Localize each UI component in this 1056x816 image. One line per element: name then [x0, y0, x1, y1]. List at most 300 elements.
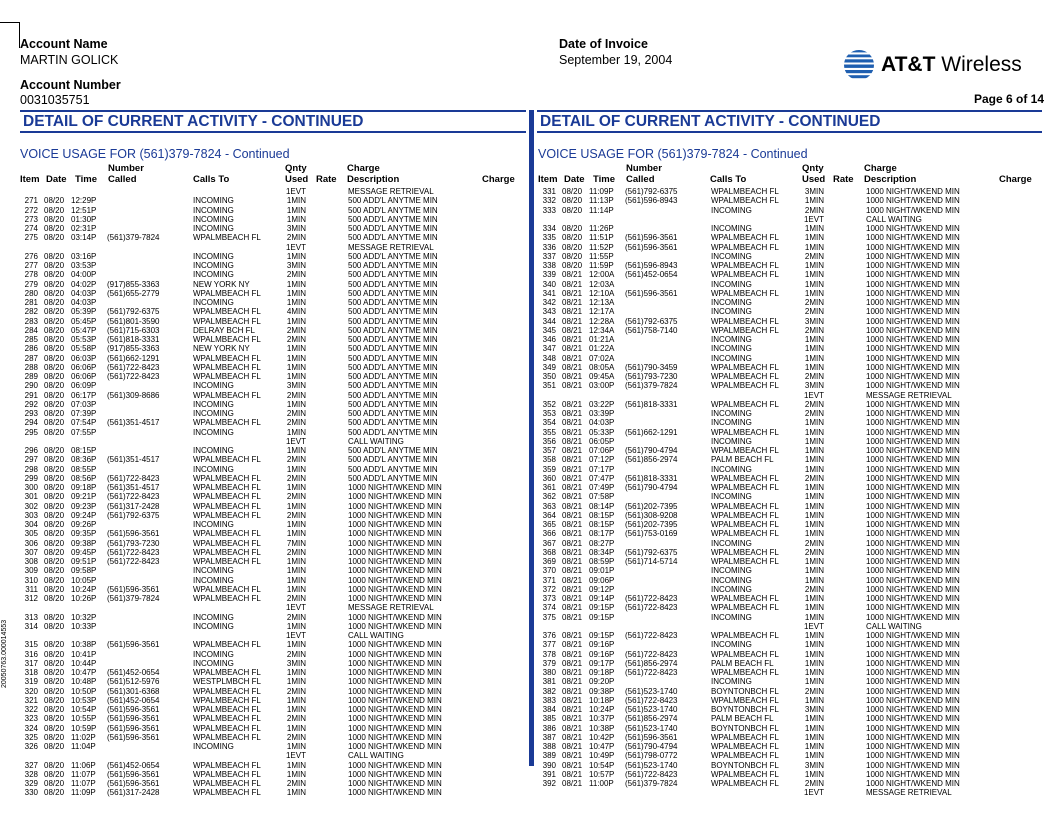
cell-used: 3MIN — [804, 187, 824, 196]
cell-description: 1000 NIGHT/WKEND MIN — [348, 732, 442, 742]
cell-date: 08/21 — [562, 409, 583, 418]
cell-item: 358 — [542, 455, 556, 465]
table-row — [538, 733, 1043, 742]
table-row — [20, 335, 526, 344]
cell-time: 11:55P — [589, 251, 614, 261]
cell-used: 2MIN — [804, 409, 824, 418]
cell-used: 2MIN — [286, 233, 306, 243]
cell-description: 1000 NIGHT/WKEND MIN — [866, 362, 960, 372]
globe-icon — [843, 49, 875, 81]
cell-calls-to: INCOMING — [193, 214, 234, 224]
cell-date: 08/21 — [562, 446, 583, 455]
cell-number: (561)714-5714 — [625, 557, 678, 566]
cell-calls-to: WPALMBEACH FL — [193, 362, 261, 372]
cell-date: 08/21 — [562, 631, 583, 640]
cell-time: 06:03P — [71, 353, 97, 363]
cell-item: 365 — [542, 520, 556, 529]
cell-description: 1000 NIGHT/WKEND MIN — [866, 187, 960, 196]
cell-time: 08:34P — [589, 547, 615, 557]
cell-number: (561)596-3561 — [107, 529, 160, 539]
cell-used: 1MIN — [804, 418, 824, 428]
cell-number: (561)792-6375 — [107, 307, 160, 317]
cell-used: 2MIN — [286, 473, 306, 483]
cell-date: 08/21 — [562, 529, 583, 539]
cell-used: 2MIN — [804, 473, 824, 483]
cell-number: (561)856-2974 — [625, 658, 678, 668]
cell-number: (561)452-0654 — [107, 668, 160, 677]
cell-calls-to: INCOMING — [193, 649, 234, 659]
cell-time: 08:36P — [71, 455, 97, 465]
cell-used: 1MIN — [286, 621, 306, 631]
cell-number: (561)351-4517 — [107, 455, 160, 465]
cell-item: 325 — [24, 732, 38, 742]
cell-time: 10:05P — [71, 575, 97, 585]
table-row — [20, 307, 526, 316]
cell-used: 1MIN — [804, 603, 824, 613]
cell-description: 1000 NIGHT/WKEND MIN — [348, 510, 442, 520]
cell-number: (561)596-3561 — [107, 705, 160, 714]
cell-date: 08/21 — [562, 612, 583, 622]
table-row — [20, 557, 526, 566]
cell-number: (561)801-3590 — [107, 316, 160, 326]
table-row — [20, 317, 526, 326]
account-number: 0031035751 — [20, 93, 90, 107]
cell-calls-to: WPALMBEACH FL — [193, 510, 261, 520]
cell-description: 500 ADD'L ANYTME MIN — [348, 316, 438, 326]
cell-item: 276 — [24, 251, 38, 261]
cell-number: (561)722-8423 — [107, 362, 160, 372]
section-title-left: DETAIL OF CURRENT ACTIVITY - CONTINUED — [20, 110, 526, 133]
table-row — [538, 594, 1043, 603]
cell-used: 1MIN — [286, 529, 306, 539]
cell-description: 1000 NIGHT/WKEND MIN — [866, 547, 960, 557]
cell-used: 3MIN — [804, 705, 824, 714]
cell-time: 10:47P — [71, 668, 97, 677]
cell-used: 1MIN — [804, 288, 824, 298]
cell-item: 338 — [542, 261, 556, 270]
cell-description: 500 ADD'L ANYTME MIN — [348, 409, 438, 418]
table-row — [538, 270, 1043, 279]
cell-item: 344 — [542, 316, 556, 326]
table-row — [20, 354, 526, 363]
cell-used: 1MIN — [804, 566, 824, 576]
cell-item: 362 — [542, 492, 556, 502]
cell-calls-to: INCOMING — [193, 251, 234, 261]
cell-used: 2MIN — [286, 547, 306, 557]
cell-item: 391 — [542, 769, 556, 779]
cell-item: 311 — [25, 584, 38, 594]
table-row — [538, 779, 1043, 788]
table-row — [538, 418, 1043, 427]
cell-item: 375 — [542, 612, 556, 622]
table-row — [20, 418, 526, 427]
table-row — [538, 326, 1043, 335]
cell-item: 376 — [542, 631, 556, 640]
table-row — [538, 307, 1043, 316]
cell-used: 2MIN — [804, 372, 824, 381]
cell-number: (561)722-8423 — [625, 631, 678, 640]
cell-calls-to: WPALMBEACH FL — [193, 557, 261, 566]
cell-description: 1000 NIGHT/WKEND MIN — [348, 547, 442, 557]
cell-used: 1MIN — [804, 557, 824, 566]
cell-calls-to: BOYNTONBCH FL — [711, 705, 779, 714]
table-row — [20, 631, 526, 640]
cell-item: 384 — [542, 705, 556, 714]
cell-time: 09:35P — [71, 529, 97, 539]
cell-used: 1EVT — [803, 214, 824, 224]
cell-time: 09:16P — [589, 640, 615, 650]
cell-time: 09:38P — [71, 538, 97, 548]
cell-calls-to: WPALMBEACH FL — [711, 510, 779, 520]
account-number-label: Account Number — [20, 78, 121, 92]
cell-calls-to: WPALMBEACH FL — [711, 233, 779, 243]
cell-time: 09:06P — [589, 575, 615, 585]
cell-time: 09:21P — [71, 492, 97, 502]
cell-time: 09:15P — [589, 603, 615, 613]
table-row — [20, 233, 526, 242]
cell-time: 09:16P — [589, 649, 615, 659]
table-row — [538, 317, 1043, 326]
cell-used: 1MIN — [286, 279, 306, 289]
invoice-date: September 19, 2004 — [559, 53, 673, 67]
table-row — [538, 252, 1043, 261]
table-row — [538, 705, 1043, 714]
cell-used: 3MIN — [286, 381, 306, 391]
cell-time: 08:15P — [589, 520, 615, 529]
cell-used: 1MIN — [804, 575, 824, 585]
cell-time: 07:03P — [71, 399, 97, 409]
cell-date: 08/20 — [44, 344, 65, 354]
cell-time: 11:09P — [589, 187, 614, 196]
cell-calls-to: WPALMBEACH FL — [193, 390, 261, 400]
cell-calls-to: INCOMING — [193, 658, 234, 668]
cell-used: 1MIN — [804, 464, 824, 474]
left-column — [20, 163, 526, 798]
cell-used: 1MIN — [286, 668, 306, 677]
cell-item: 297 — [24, 455, 38, 465]
cell-used: 2MIN — [286, 510, 306, 520]
cell-used: 1MIN — [286, 760, 306, 770]
cell-time: 04:03P — [589, 418, 615, 428]
cell-number: (561)596-3561 — [107, 732, 160, 742]
cell-number: (917)855-3363 — [107, 344, 160, 354]
cell-date: 08/20 — [44, 621, 65, 631]
cell-description: 1000 NIGHT/WKEND MIN — [866, 612, 960, 622]
cell-date: 08/21 — [562, 538, 583, 548]
cell-used: 1MIN — [286, 464, 306, 474]
cell-number: (561)790-4794 — [625, 742, 678, 751]
cell-date: 08/20 — [562, 196, 583, 206]
cell-number: (561)790-4794 — [625, 446, 678, 455]
table-row — [538, 724, 1043, 733]
cell-number: (561)856-2974 — [625, 455, 678, 465]
cell-description: 1000 NIGHT/WKEND MIN — [866, 409, 960, 418]
cell-used: 1MIN — [286, 501, 306, 511]
cell-used: 1EVT — [285, 751, 306, 761]
cell-used: 2MIN — [804, 547, 824, 557]
cell-used: 1EVT — [285, 603, 306, 613]
cell-used: 1MIN — [286, 575, 306, 585]
cell-item: 349 — [542, 362, 556, 372]
table-row — [20, 733, 526, 742]
cell-calls-to: INCOMING — [193, 621, 234, 631]
table-row — [538, 465, 1043, 474]
cell-used: 1MIN — [804, 483, 824, 492]
cell-time: 05:58P — [71, 344, 97, 354]
cell-used: 2MIN — [286, 390, 306, 400]
cell-used: 7MIN — [286, 538, 306, 548]
cell-calls-to: WPALMBEACH FL — [711, 187, 779, 196]
cell-date: 08/20 — [44, 372, 65, 381]
table-row — [20, 502, 526, 511]
cell-description: 1000 NIGHT/WKEND MIN — [348, 668, 442, 677]
cell-calls-to: PALM BEACH FL — [711, 455, 774, 465]
cell-date: 08/21 — [562, 510, 583, 520]
cell-used: 1MIN — [286, 446, 306, 455]
cell-number: (561)596-8943 — [625, 196, 678, 206]
cell-item: 370 — [542, 566, 556, 576]
header-description: Description — [347, 174, 400, 185]
cell-date: 08/20 — [44, 594, 65, 603]
cell-date: 08/20 — [562, 261, 583, 270]
cell-description: 1000 NIGHT/WKEND MIN — [348, 520, 442, 529]
cell-time: 11:26P — [589, 224, 614, 233]
cell-date: 08/21 — [562, 399, 583, 409]
cell-date: 08/21 — [562, 464, 583, 474]
cell-calls-to: WPALMBEACH FL — [193, 372, 261, 381]
cell-calls-to: WPALMBEACH FL — [711, 631, 779, 640]
cell-date: 08/20 — [44, 251, 65, 261]
cell-used: 1MIN — [804, 677, 824, 687]
cell-used: 4MIN — [286, 307, 306, 317]
cell-item: 298 — [24, 464, 38, 474]
cell-used: 1MIN — [804, 529, 824, 539]
cell-date: 08/20 — [44, 270, 65, 280]
table-row — [20, 659, 526, 668]
cell-time: 11:13P — [589, 196, 614, 206]
cell-item: 363 — [542, 501, 556, 511]
cell-calls-to: INCOMING — [193, 575, 234, 585]
cell-description: 1000 NIGHT/WKEND MIN — [348, 760, 442, 770]
cell-date: 08/20 — [44, 279, 65, 289]
cell-used: 1MIN — [804, 344, 824, 354]
cell-time: 05:53P — [71, 335, 97, 344]
cell-item: 369 — [542, 557, 556, 566]
cell-time: 10:37P — [589, 714, 615, 724]
cell-calls-to: WPALMBEACH FL — [193, 547, 261, 557]
table-row — [538, 566, 1043, 575]
cell-calls-to: WPALMBEACH FL — [193, 788, 261, 798]
cell-time: 10:18P — [589, 695, 615, 705]
cell-time: 09:26P — [71, 520, 97, 529]
cell-time: 11:07P — [71, 769, 96, 779]
cell-time: 10:24P — [589, 705, 615, 714]
cell-time: 03:00P — [589, 381, 615, 391]
column-header — [20, 163, 526, 187]
right-rows — [538, 187, 1043, 798]
cell-date: 08/20 — [44, 224, 65, 233]
cell-used: 1MIN — [804, 631, 824, 640]
cell-description: 1000 NIGHT/WKEND MIN — [866, 594, 960, 603]
cell-used: 1MIN — [804, 279, 824, 289]
table-row — [20, 742, 526, 751]
cell-calls-to: WPALMBEACH FL — [711, 270, 779, 280]
cell-date: 08/20 — [44, 723, 65, 733]
cell-number: (561)452-0654 — [107, 695, 160, 705]
cell-description: 1000 NIGHT/WKEND MIN — [348, 538, 442, 548]
cell-date: 08/20 — [44, 668, 65, 677]
header-item: Item — [20, 174, 40, 185]
cell-description: 500 ADD'L ANYTME MIN — [348, 325, 438, 335]
cell-item: 324 — [24, 723, 38, 733]
cell-time: 08:17P — [589, 529, 615, 539]
cell-description: 1000 NIGHT/WKEND MIN — [866, 325, 960, 335]
cell-calls-to: WPALMBEACH FL — [711, 362, 779, 372]
cell-item: 329 — [24, 779, 38, 788]
table-row — [538, 483, 1043, 492]
cell-item: 287 — [24, 353, 38, 363]
cell-date: 08/21 — [562, 732, 583, 742]
table-row — [20, 677, 526, 686]
cell-date: 08/21 — [562, 335, 583, 344]
cell-description: 1000 NIGHT/WKEND MIN — [866, 510, 960, 520]
cell-number: (561)722-8423 — [107, 372, 160, 381]
cell-calls-to: INCOMING — [711, 298, 752, 307]
header-calls-to: Calls To — [710, 174, 747, 185]
cell-time: 11:02P — [71, 732, 96, 742]
table-row — [538, 437, 1043, 446]
table-row — [20, 603, 526, 612]
cell-item: 281 — [24, 298, 38, 307]
cell-calls-to: WPALMBEACH FL — [711, 603, 779, 613]
cell-description: 1000 NIGHT/WKEND MIN — [866, 261, 960, 270]
cell-used: 1MIN — [804, 742, 824, 751]
cell-used: 2MIN — [286, 455, 306, 465]
cell-item: 345 — [542, 325, 556, 335]
cell-item: 353 — [542, 409, 556, 418]
cell-used: 1MIN — [286, 640, 306, 650]
cell-date: 08/20 — [44, 196, 65, 206]
cell-description: 500 ADD'L ANYTME MIN — [348, 335, 438, 344]
cell-description: 1000 NIGHT/WKEND MIN — [348, 677, 442, 687]
cell-description: 1000 NIGHT/WKEND MIN — [866, 242, 960, 252]
cell-item: 382 — [542, 686, 556, 696]
table-row — [538, 354, 1043, 363]
cell-calls-to: BOYNTONBCH FL — [711, 723, 779, 733]
cell-description: 1000 NIGHT/WKEND MIN — [866, 233, 960, 243]
cell-description: 1000 NIGHT/WKEND MIN — [348, 705, 442, 714]
cell-time: 10:38P — [71, 640, 97, 650]
cell-used: 1EVT — [803, 788, 824, 798]
table-row — [538, 363, 1043, 372]
table-row — [538, 650, 1043, 659]
cell-date: 08/21 — [562, 584, 583, 594]
cell-item: 288 — [24, 362, 38, 372]
cell-item: 292 — [24, 399, 38, 409]
cell-item: 321 — [24, 695, 38, 705]
cell-used: 1MIN — [286, 372, 306, 381]
att-wireless-logo — [843, 49, 1022, 83]
cell-item: 280 — [24, 288, 38, 298]
cell-item: 374 — [542, 603, 556, 613]
cell-item: 347 — [542, 344, 556, 354]
header-charge: Charge — [347, 163, 380, 174]
cell-date: 08/20 — [44, 464, 65, 474]
cell-time: 09:12P — [589, 584, 615, 594]
cell-description: MESSAGE RETRIEVAL — [866, 390, 952, 400]
cell-description: 1000 NIGHT/WKEND MIN — [348, 649, 442, 659]
cell-date: 08/21 — [562, 436, 583, 446]
table-row — [20, 428, 526, 437]
cell-date: 08/20 — [44, 390, 65, 400]
cell-used: 3MIN — [804, 381, 824, 391]
table-row — [538, 622, 1043, 631]
cell-used: 1MIN — [804, 492, 824, 502]
cell-description: 500 ADD'L ANYTME MIN — [348, 233, 438, 243]
cell-calls-to: INCOMING — [711, 538, 752, 548]
cell-date: 08/21 — [562, 723, 583, 733]
page-number: Page 6 of 14 — [973, 92, 1044, 106]
table-row — [538, 233, 1043, 242]
cell-date: 08/21 — [562, 658, 583, 668]
cell-description: 500 ADD'L ANYTME MIN — [348, 298, 438, 307]
cell-description: 1000 NIGHT/WKEND MIN — [348, 640, 442, 650]
cell-item: 371 — [542, 575, 556, 585]
cell-item: 339 — [542, 270, 556, 280]
cell-time: 07:39P — [71, 409, 97, 418]
cell-item: 272 — [24, 205, 38, 215]
cell-time: 07:47P — [589, 473, 615, 483]
cell-date: 08/20 — [44, 298, 65, 307]
table-row — [538, 520, 1043, 529]
cell-time: 07:12P — [589, 455, 615, 465]
cell-date: 08/21 — [562, 492, 583, 502]
cell-number: (561)523-1740 — [625, 686, 678, 696]
cell-date: 08/20 — [44, 288, 65, 298]
cell-description: MESSAGE RETRIEVAL — [348, 242, 434, 252]
cell-calls-to: INCOMING — [711, 279, 752, 289]
cell-item: 350 — [542, 372, 556, 381]
cell-calls-to: INCOMING — [193, 261, 234, 270]
cell-time: 10:32P — [71, 612, 97, 622]
table-row — [538, 206, 1043, 215]
table-row — [20, 298, 526, 307]
cell-description: 1000 NIGHT/WKEND MIN — [348, 566, 442, 576]
cell-item: 296 — [24, 446, 38, 455]
cell-number: (561)792-6375 — [625, 316, 678, 326]
cell-item: 304 — [24, 520, 38, 529]
column-divider — [529, 110, 534, 766]
cell-time: 07:17P — [589, 464, 615, 474]
cell-description: 1000 NIGHT/WKEND MIN — [866, 335, 960, 344]
cell-number: (561)722-8423 — [625, 695, 678, 705]
cell-number: (561)596-3561 — [625, 288, 678, 298]
cell-time: 09:24P — [71, 510, 97, 520]
cell-calls-to: INCOMING — [711, 418, 752, 428]
cell-calls-to: WPALMBEACH FL — [711, 427, 779, 437]
cell-calls-to: WPALMBEACH FL — [711, 261, 779, 270]
cell-item: 273 — [24, 214, 38, 224]
cell-calls-to: INCOMING — [193, 446, 234, 455]
cell-used: 2MIN — [804, 686, 824, 696]
cell-description: 1000 NIGHT/WKEND MIN — [866, 520, 960, 529]
cell-date: 08/21 — [562, 594, 583, 603]
cell-date: 08/20 — [44, 584, 65, 594]
cell-item: 360 — [542, 473, 556, 483]
cell-description: 500 ADD'L ANYTME MIN — [348, 418, 438, 428]
cell-used: 2MIN — [286, 325, 306, 335]
cell-description: 1000 NIGHT/WKEND MIN — [866, 344, 960, 354]
